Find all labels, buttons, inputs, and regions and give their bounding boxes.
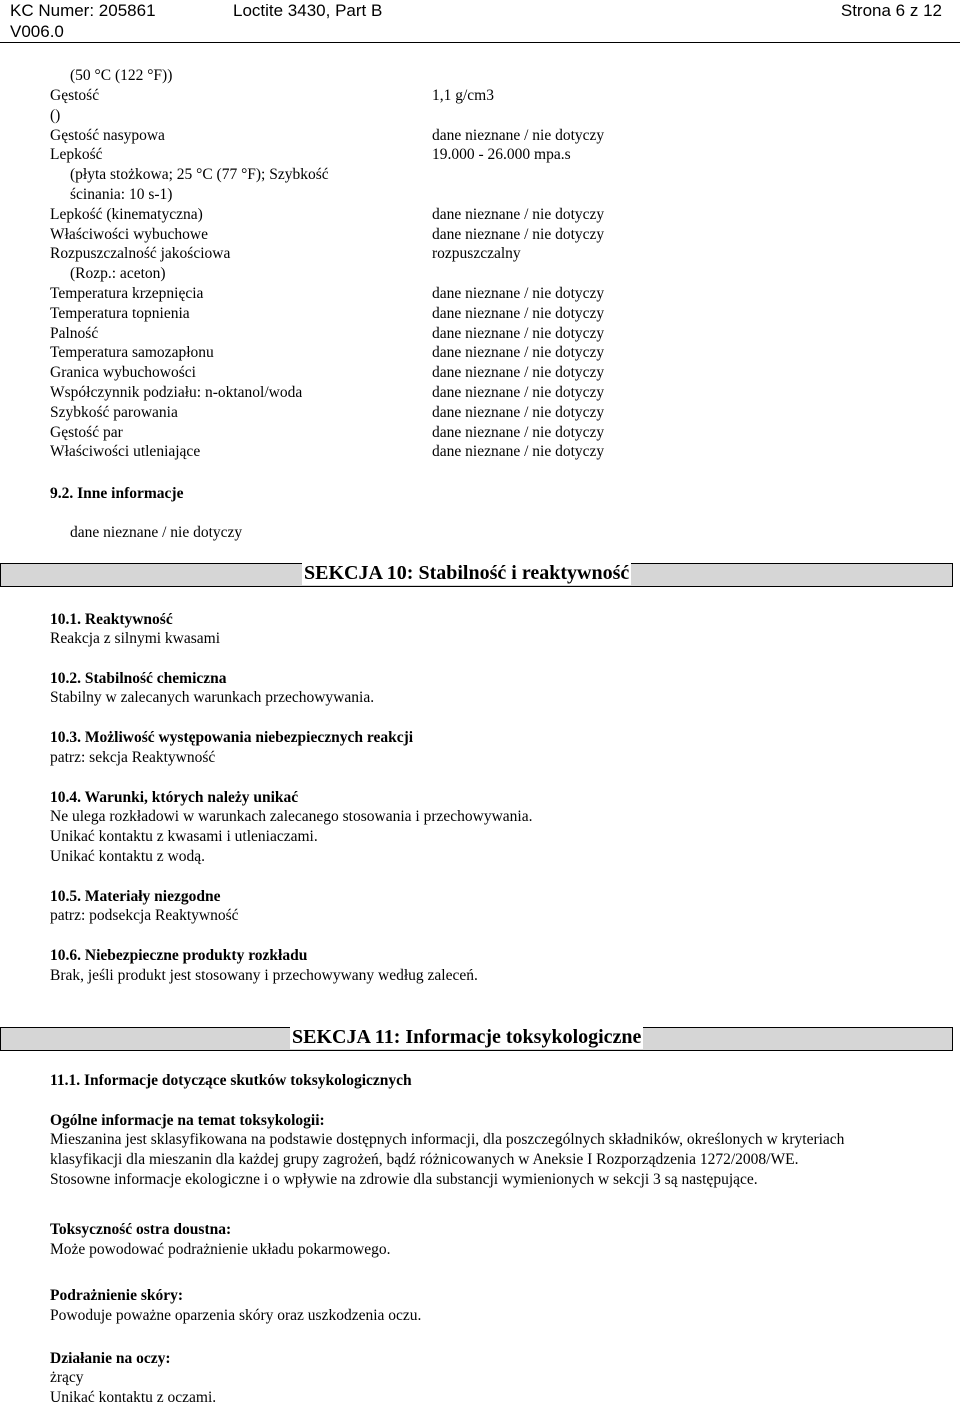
property-value: dane nieznane / nie dotyczy [432, 443, 605, 461]
property-row [50, 403, 950, 423]
continuation-text: (50 °C (122 °F)) [70, 67, 173, 84]
property-label: () [50, 106, 61, 124]
text-10-1: Reakcja z silnymi kwasami [50, 630, 221, 647]
property-label: Palność [50, 324, 99, 342]
oral-tox-heading: Toksyczność ostra doustna: [50, 1221, 232, 1238]
oral-tox-text: Może powodować podrażnienie układu pokarmowego. [50, 1241, 391, 1258]
property-label: Właściwości wybuchowe [50, 225, 208, 243]
section-10-title: SEKCJA 10: Stabilność i reaktywność [304, 562, 630, 584]
property-value: dane nieznane / nie dotyczy [432, 205, 605, 223]
eye-effect-text [50, 1368, 950, 1408]
heading-9-2: 9.2. Inne informacje [50, 485, 184, 502]
property-value: 1,1 g/cm3 [432, 87, 494, 104]
property-value: dane nieznane / nie dotyczy [432, 285, 605, 302]
property-label: Szybkość parowania [50, 403, 178, 421]
property-value: dane nieznane / nie dotyczy [432, 423, 605, 441]
property-label: Temperatura topnienia [50, 304, 190, 322]
property-label: Gęstość [50, 87, 100, 104]
section-11-band [0, 1027, 953, 1051]
property-value: dane nieznane / nie dotyczy [432, 304, 605, 322]
page-number: Strona 6 z 12 [840, 1, 942, 20]
text-10-4 [50, 807, 950, 866]
document-version: V006.0 [10, 22, 64, 41]
property-row [50, 343, 950, 363]
kc-number: KC Numer: 205861 [10, 1, 156, 20]
property-value: dane nieznane / nie dotyczy [432, 225, 605, 243]
heading-10-5: 10.5. Materiały niezgodne [50, 888, 221, 905]
section-10-band [0, 563, 953, 587]
property-value: 19.000 - 26.000 mpa.s [432, 146, 571, 164]
eye-effect-heading: Działanie na oczy: [50, 1350, 171, 1367]
property-row [50, 442, 950, 462]
property-value: dane nieznane / nie dotyczy [432, 126, 605, 144]
skin-irritation-heading: Podrażnienie skóry: [50, 1287, 184, 1304]
skin-irritation-text: Powoduje poważne oparzenia skóry oraz uszkodzenia oczu. [50, 1307, 422, 1324]
header-divider [0, 42, 960, 43]
property-label: Temperatura samozapłonu [50, 344, 214, 362]
property-value: rozpuszczalny [432, 245, 521, 263]
property-row [50, 86, 950, 106]
text-line: klasyfikacji dla mieszanin dla każdej grupy zagrożeń, bądź różnicowanych w Aneksie I Rozporządzenia 1272/2008/WE. [50, 1150, 799, 1168]
heading-10-3: 10.3. Możliwość występowania niebezpiecznych reakcji [50, 729, 414, 746]
property-label: ścinania: 10 s-1) [70, 186, 173, 203]
text-10-6: Brak, jeśli produkt jest stosowany i przechowywany według zaleceń. [50, 967, 478, 984]
property-label: Właściwości utleniające [50, 443, 201, 461]
product-name: Loctite 3430, Part B [233, 1, 383, 20]
property-label: Gęstość nasypowa [50, 126, 165, 144]
property-row [50, 284, 950, 304]
property-row [50, 304, 950, 324]
heading-11-1: 11.1. Informacje dotyczące skutków toksykologicznych [50, 1072, 412, 1089]
text-9-2: dane nieznane / nie dotyczy [70, 524, 243, 541]
property-row [50, 165, 950, 185]
heading-10-4: 10.4. Warunki, których należy unikać [50, 789, 299, 806]
property-row [50, 205, 950, 225]
property-row [50, 423, 950, 443]
property-value: dane nieznane / nie dotyczy [432, 384, 605, 401]
general-tox-heading: Ogólne informacje na temat toksykologii: [50, 1112, 325, 1129]
text-line: Unikać kontaktu z kwasami i utleniaczami. [50, 827, 318, 845]
text-line: Mieszanina jest sklasyfikowana na podstawie dostępnych informacji, dla poszczególnych składników, określonych w kryteriach [50, 1131, 845, 1148]
text-line: Ne ulega rozkładowi w warunkach zalecanego stosowania i przechowywania. [50, 808, 533, 825]
text-10-3: patrz: sekcja Reaktywność [50, 749, 216, 766]
property-label: (płyta stożkowa; 25 °C (77 °F); Szybkość [70, 166, 329, 184]
heading-10-2: 10.2. Stabilność chemiczna [50, 670, 227, 687]
text-line: Unikać kontaktu z oczami. [50, 1388, 217, 1406]
text-line: Stosowne informacje ekologiczne i o wpływie na zdrowie dla substancji wymienionych w sekcji 3 są następujące. [50, 1170, 758, 1188]
property-row [50, 264, 950, 284]
property-label: Gęstość par [50, 423, 123, 441]
property-row [50, 145, 950, 165]
property-row [50, 244, 950, 264]
property-label: Współczynnik podziału: n-oktanol/woda [50, 384, 303, 401]
text-line: Unikać kontaktu z wodą. [50, 847, 205, 865]
property-row [50, 324, 950, 344]
section-11-title: SEKCJA 11: Informacje toksykologiczne [292, 1026, 642, 1048]
property-label: Rozpuszczalność jakościowa [50, 245, 231, 263]
property-value: dane nieznane / nie dotyczy [432, 344, 605, 362]
property-row [50, 383, 950, 403]
property-row [50, 363, 950, 383]
property-label: Lepkość (kinematyczna) [50, 205, 203, 223]
heading-10-6: 10.6. Niebezpieczne produkty rozkładu [50, 947, 308, 964]
property-row [50, 126, 950, 146]
property-row [50, 106, 950, 126]
text-10-5: patrz: podsekcja Reaktywność [50, 907, 239, 924]
property-row [50, 185, 950, 205]
property-label: Granica wybuchowości [50, 364, 196, 382]
property-label: Lepkość [50, 146, 103, 164]
heading-10-1: 10.1. Reaktywność [50, 611, 173, 628]
text-line: żrący [50, 1369, 84, 1386]
property-value: dane nieznane / nie dotyczy [432, 324, 605, 342]
property-value: dane nieznane / nie dotyczy [432, 403, 605, 421]
property-row [50, 225, 950, 245]
property-label: Temperatura krzepnięcia [50, 285, 204, 302]
property-label: (Rozp.: aceton) [70, 265, 166, 283]
text-10-2: Stabilny w zalecanych warunkach przechowywania. [50, 689, 375, 706]
property-value: dane nieznane / nie dotyczy [432, 364, 605, 382]
general-tox-text [50, 1130, 950, 1189]
